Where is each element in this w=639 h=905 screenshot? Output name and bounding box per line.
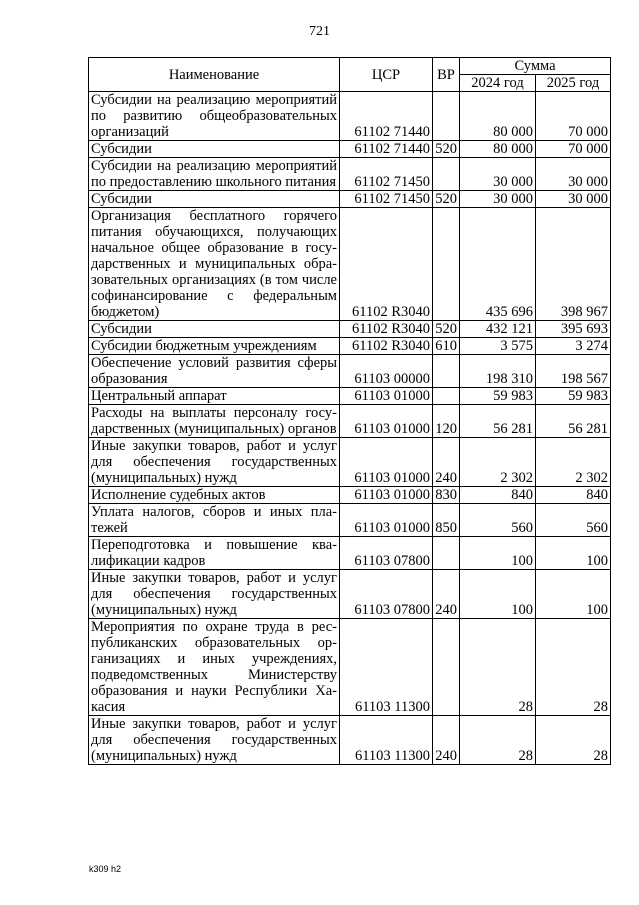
row-amount-2025: 3 274 (536, 338, 611, 355)
row-csr: 61102 71450 (340, 191, 433, 208)
row-amount-2025: 100 (536, 537, 611, 570)
table-row (89, 504, 611, 537)
row-name: Иные закупки товаров, работ и услуг для обеспечения государственных (муниципальных) нужд (89, 716, 340, 765)
row-amount-2025: 395 693 (536, 321, 611, 338)
row-name: Обеспечение условий развития сферы образования (89, 355, 340, 388)
row-vr (433, 158, 460, 191)
row-vr: 120 (433, 405, 460, 438)
table-row (89, 537, 611, 570)
row-amount-2024: 28 (460, 716, 536, 765)
table-header (89, 58, 611, 92)
row-amount-2025: 2 302 (536, 438, 611, 487)
row-vr: 610 (433, 338, 460, 355)
row-amount-2025: 198 567 (536, 355, 611, 388)
header-year-2024: 2024 год (460, 75, 536, 92)
table-row (89, 487, 611, 504)
header-name: Наименование (89, 58, 340, 92)
row-amount-2024: 560 (460, 504, 536, 537)
table-row (89, 619, 611, 716)
table-row (89, 208, 611, 321)
row-csr: 61102 R3040 (340, 338, 433, 355)
table-row (89, 570, 611, 619)
row-csr: 61103 11300 (340, 716, 433, 765)
row-name: Переподготовка и повышение квалификации кадров (89, 537, 340, 570)
row-amount-2024: 59 983 (460, 388, 536, 405)
row-amount-2025: 30 000 (536, 158, 611, 191)
header-sum: Сумма (460, 58, 611, 75)
row-name: Исполнение судебных актов (89, 487, 340, 504)
table-row (89, 321, 611, 338)
row-amount-2025: 28 (536, 716, 611, 765)
header-year-2025: 2025 год (536, 75, 611, 92)
header-vr: ВР (433, 58, 460, 92)
budget-table (88, 57, 611, 765)
row-amount-2024: 3 575 (460, 338, 536, 355)
row-name: Расходы на выплаты персоналу государственных (муниципальных) органов (89, 405, 340, 438)
row-amount-2024: 30 000 (460, 191, 536, 208)
row-amount-2024: 30 000 (460, 158, 536, 191)
table-row (89, 92, 611, 141)
row-vr: 520 (433, 321, 460, 338)
row-name: Организация бесплатного горячего питания обучающихся, получающих начальное общее образование в государственных и муниципальных образовательных организациях (в том числе софинансирование с федеральным бюджетом) (89, 208, 340, 321)
row-vr (433, 92, 460, 141)
row-amount-2024: 80 000 (460, 141, 536, 158)
row-vr (433, 619, 460, 716)
row-amount-2025: 398 967 (536, 208, 611, 321)
table-row (89, 438, 611, 487)
row-amount-2025: 70 000 (536, 92, 611, 141)
row-vr: 520 (433, 141, 460, 158)
row-csr: 61102 R3040 (340, 208, 433, 321)
row-name: Мероприятия по охране труда в республиканских образовательных организациях и иных учреждениях, подведомственных Министерству образования и науки Республики Хакасия (89, 619, 340, 716)
row-name: Субсидии (89, 321, 340, 338)
row-name: Субсидии (89, 141, 340, 158)
row-amount-2024: 56 281 (460, 405, 536, 438)
row-vr: 850 (433, 504, 460, 537)
row-csr: 61103 01000 (340, 438, 433, 487)
row-csr: 61102 71450 (340, 158, 433, 191)
table-row (89, 405, 611, 438)
table-row (89, 388, 611, 405)
row-amount-2025: 70 000 (536, 141, 611, 158)
row-vr (433, 355, 460, 388)
row-amount-2025: 59 983 (536, 388, 611, 405)
row-vr: 830 (433, 487, 460, 504)
row-amount-2024: 28 (460, 619, 536, 716)
row-csr: 61103 01000 (340, 504, 433, 537)
row-name: Субсидии на реализацию мероприятий по развитию общеобразовательных организаций (89, 92, 340, 141)
table-row (89, 716, 611, 765)
row-amount-2024: 840 (460, 487, 536, 504)
row-amount-2025: 28 (536, 619, 611, 716)
table-row (89, 141, 611, 158)
row-name: Субсидии (89, 191, 340, 208)
row-csr: 61102 71440 (340, 141, 433, 158)
row-name: Субсидии бюджетным учреждениям (89, 338, 340, 355)
row-csr: 61103 07800 (340, 537, 433, 570)
row-amount-2024: 100 (460, 570, 536, 619)
table-row (89, 338, 611, 355)
row-name: Иные закупки товаров, работ и услуг для обеспечения государственных (муниципальных) нужд (89, 438, 340, 487)
row-vr: 520 (433, 191, 460, 208)
row-amount-2025: 100 (536, 570, 611, 619)
row-vr (433, 208, 460, 321)
row-vr: 240 (433, 570, 460, 619)
row-name: Субсидии на реализацию мероприятий по предоставлению школьного питания (89, 158, 340, 191)
row-amount-2024: 100 (460, 537, 536, 570)
footer-code: k309 h2 (89, 864, 122, 874)
row-vr (433, 537, 460, 570)
table-row (89, 355, 611, 388)
row-amount-2024: 432 121 (460, 321, 536, 338)
row-vr: 240 (433, 716, 460, 765)
row-amount-2025: 56 281 (536, 405, 611, 438)
row-amount-2024: 435 696 (460, 208, 536, 321)
row-name: Центральный аппарат (89, 388, 340, 405)
row-csr: 61103 07800 (340, 570, 433, 619)
row-csr: 61103 11300 (340, 619, 433, 716)
row-vr (433, 388, 460, 405)
table-row (89, 191, 611, 208)
page-number: 721 (309, 24, 330, 39)
row-amount-2024: 80 000 (460, 92, 536, 141)
row-csr: 61103 00000 (340, 355, 433, 388)
row-csr: 61103 01000 (340, 405, 433, 438)
row-csr: 61102 R3040 (340, 321, 433, 338)
row-name: Иные закупки товаров, работ и услуг для обеспечения государственных (муниципальных) нужд (89, 570, 340, 619)
table-body (89, 92, 611, 765)
row-amount-2025: 560 (536, 504, 611, 537)
row-csr: 61103 01000 (340, 388, 433, 405)
row-vr: 240 (433, 438, 460, 487)
row-csr: 61102 71440 (340, 92, 433, 141)
row-csr: 61103 01000 (340, 487, 433, 504)
header-csr: ЦСР (340, 58, 433, 92)
row-amount-2024: 2 302 (460, 438, 536, 487)
row-amount-2025: 840 (536, 487, 611, 504)
row-amount-2025: 30 000 (536, 191, 611, 208)
table-row (89, 158, 611, 191)
row-amount-2024: 198 310 (460, 355, 536, 388)
row-name: Уплата налогов, сборов и иных платежей (89, 504, 340, 537)
